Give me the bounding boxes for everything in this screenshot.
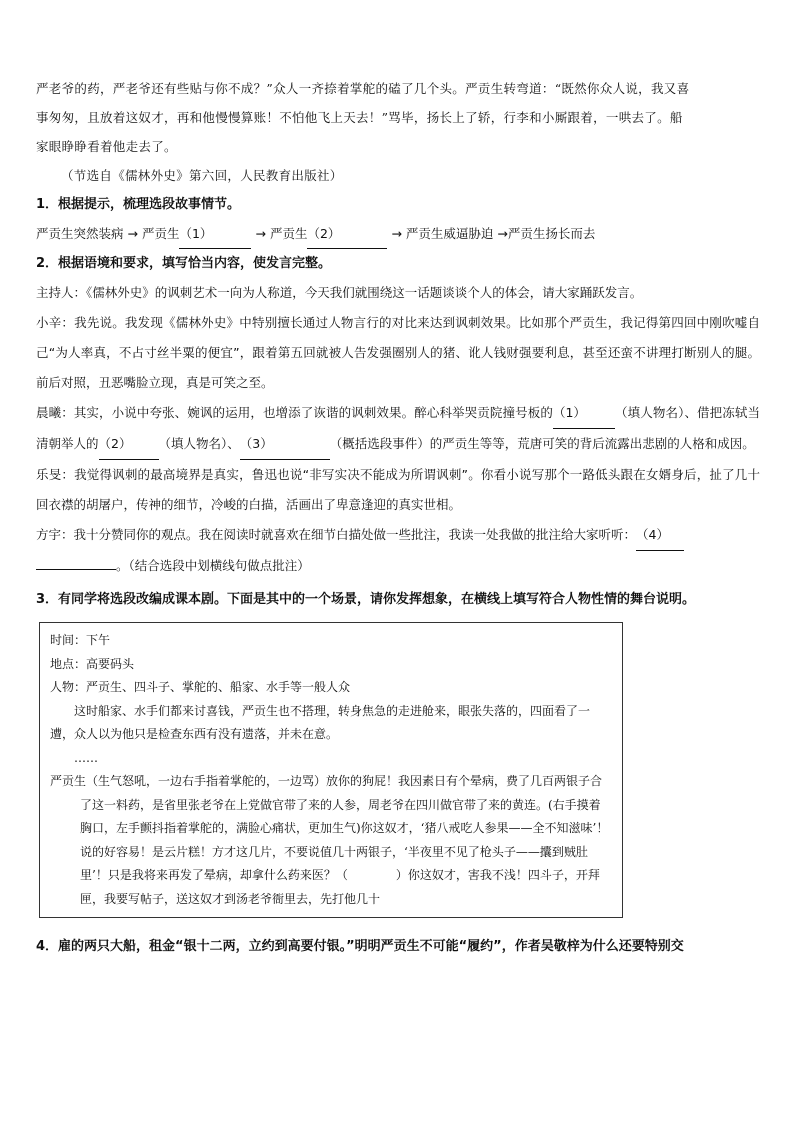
answer-blank-fangyu-4[interactable]: （4） [636,520,684,551]
script-box [39,622,623,918]
passage-source: （节选自《儒林外史》第六回，人民教育出版社） [61,168,343,183]
script-place: 地点：高要码头 [50,656,135,671]
document-page [36,74,760,961]
question-1-title: 1．根据提示，梳理选段故事情节。 [36,197,241,212]
answer-blank-chenxi-2[interactable]: （2） [99,429,159,460]
plot-step: 严贡生突然装病 [36,226,124,241]
question-3-title: 3．有同学将选段改编成课本剧。下面是其中的一个场景，请你发挥想象，在横线上填写符合人物性情的舞台说明。 [36,592,696,607]
passage [36,74,760,190]
script-ellipsis: …… [74,750,98,765]
plot-step: 严贡生 [141,226,180,241]
passage-line: 严老爷的药，严老爷还有些贴与你不成？”众人一齐捺着掌舵的磕了几个头。严贡生转弯道：“既然你众人说，我又喜 [36,81,690,96]
speech-fangyu: 方宇：我十分赞同你的观点。我在阅读时就喜欢在细节白描处做一些批注，我读一处我做的批注给大家听听：（4） 。（结合选段中划横线句做点批注） [36,520,760,581]
answer-blank-chenxi-3[interactable]: （3） [240,429,330,460]
passage-line: 事匆匆，且放着这奴才，再和他慢慢算账！不怕他飞上天去！”骂毕，扬长上了轿，行李和小厮跟着，一哄去了。船 [36,110,683,125]
plot-step: 严贡生威逼胁迫 [405,226,494,241]
script-time: 时间：下午 [50,633,111,647]
answer-blank-fangyu-4-cont[interactable] [36,569,116,570]
speech-xiaoxin: 小辛：我先说。我发现《儒林外史》中特别擅长通过人物言行的对比来达到讽刺效果。比如那个严贡生，我记得第四回中刚吹嘘自己“为人率真，不占寸丝半粟的便宜”，跟着第五回就被人告发强圈别人的猪、讹人钱财强要利息，甚至还蛮不讲理打断别人的腿。前后对照，丑恶嘴脸立现，真是可笑之至。 [36,315,760,390]
speech-chenxi: 晨曦：其实，小说中夸张、婉讽的运用，也增添了诙谐的讽刺效果。醉心科举哭贡院撞号板的（1） （填人物名）、借把冻轼当清朝举人的（2） （填人物名）、（3） （概括选段事件）的严贡生等等，荒唐可笑的背后流露出悲剧的人格和成因。 [36,398,760,460]
arrow-icon: → [391,226,402,241]
speech-host: 主持人：《儒林外史》的讽刺艺术一向为人称道，今天我们就围绕这一话题谈谈个人的体会，请大家踊跃发言。 [36,285,643,300]
plot-step: 严贡生 [269,226,308,241]
arrow-icon: → [127,226,138,241]
speech-lemin: 乐旻：我觉得讽刺的最高境界是真实，鲁迅也说“非写实决不能成为所谓讽刺”。你看小说写那个一路低头跟在女婿身后，扯了几十回衣襟的胡屠户，传神的细节，冷峻的白描，活画出了卑意逢迎的真实世相。 [36,467,760,512]
script-people: 人物：严贡生、四斗子、掌舵的、船家、水手等一般人众 [50,680,351,694]
plot-flow [36,219,760,249]
question-4-title: 4．雇的两只大船，租金“银十二两，立约到高要付银。”明明严贡生不可能“履约”，作者吴敬梓为什么还要特别交 [36,939,684,954]
answer-blank-1[interactable]: （1） [179,219,251,249]
plot-step: →严贡生扬长而去 [497,226,596,241]
script-speech: 严贡生（生气怒吼，一边右手指着掌舵的，一边骂）放你的狗屁！我因素日有个晕病，费了几百两银子合了这一料药，是省里张老爷在上党做官带了来的人参，周老爷在四川做官带了来的黄连。(右手摸着胸口，左手颤抖指着掌舵的，满脸心痛状，更加生气)你这奴才，‘猪八戒吃人参果——全不知滋味’！说的好容易！是云片糕！方才这几片，不要说值几十两银子，‘半夜里不见了枪头子——攮到贼肚里’！只是我将来再发了晕病，却拿什么药来医？（ ）你这奴才，害我不浅！四斗子，开拜匣，我要写帖子，送这奴才到汤老爷衙里去，先打他几十 [50,774,609,906]
arrow-icon: → [255,226,266,241]
answer-blank-2[interactable]: （2） [307,219,387,249]
passage-line: 家眼睁睁看着他走去了。 [36,139,177,154]
answer-blank-chenxi-1[interactable]: （1） [553,398,615,429]
script-stage-direction: 这时船家、水手们都来讨喜钱，严贡生也不搭理，转身焦急的走进舱来，眼张失落的，四面看了一遭，众人以为他只是检查东西有没有遗落，并未在意。 [50,703,591,741]
question-2-title: 2．根据语境和要求，填写恰当内容，使发言完整。 [36,256,332,271]
